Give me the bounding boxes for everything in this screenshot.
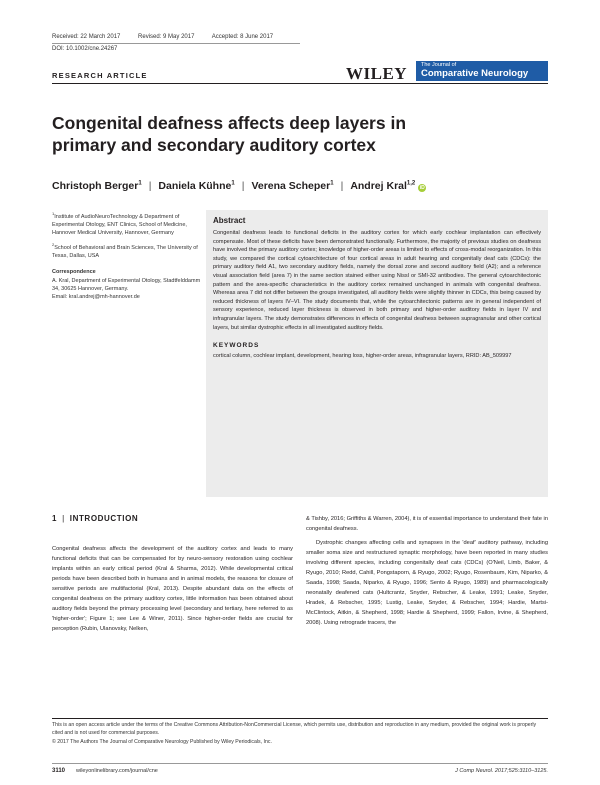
title-line1: Congenital deafness affects deep layers in: [52, 113, 407, 133]
intro-left-paragraph: Congenital deafness affects the development of the auditory cortex and leads to many functional deficits that can be compensated for by neuro-sensory restoration using cochlear implants within an early critical period (Kral & Sharma, 2012). While developmental critical periods have been described both in humans and in animal models, the reasons for closure of sensitive periods are multifactorial (Kral, 2013). Despite abundant data on the effects of congenital deafness on the primary auditory cortex, little information has been obtained about auditory fields beyond the primary processing level (secondary and tertiary, here referred to as 'higher-order'; Figure 1; see Lee & Winer, 2011). Since higher-order fields are crucial for perception (Rubin, Ulanovsky, Nelken,: [52, 546, 293, 633]
author-affiliation-sup: 1: [231, 180, 235, 187]
section-pipe: |: [62, 514, 65, 523]
author-separator: |: [241, 180, 245, 192]
section-heading-introduction: [52, 514, 138, 523]
header-divider: [52, 83, 548, 84]
revised-date: Revised: 9 May 2017: [138, 34, 195, 40]
journal-url[interactable]: wileyonlinelibrary.com/journal/cne: [76, 768, 158, 774]
affiliation-text: Institute of AudioNeuroTechnology & Department of Experimental Otology, ENT Clinics, School of Medicine, Hannover Medical University, Hannover, Germany: [52, 213, 187, 236]
keywords-heading: KEYWORDS: [213, 342, 260, 350]
license-divider: [52, 718, 548, 719]
license-notice: [52, 721, 548, 746]
author-name: Andrej Kral: [350, 180, 407, 192]
abstract-heading: Abstract: [213, 216, 246, 225]
page-number: 3110: [52, 768, 66, 774]
intro-right-paragraph-2: Dystrophic changes affecting cells and synapses in the 'deaf' auditory pathway, including smaller soma size and restructured synaptic morphology, have been reported in many studies involving different species, including congenitally deaf cats (CDCs) (O'Neil, Limb, Baker, & Ryugo, 2010; Redd, Cahill, Pongstaporn, & Ryugo, 2002; Ryugo, Rosenbaum, Kim, Niparko, & Saada, 1998; Saada, Niparko, & Ryugo, 1996; Sento & Ryugo, 1989) and pharmacologically neonatally deafened cats (Hultcrantz, Snyder, Rebscher, & Leake, 1991; Leake, Snyder, Hradek, & Rebscher, 1995; Lustig, Leake, Snyder, & Rebscher, 1994; Hardie, Martsi-McClintock, Aitkin, & Shepherd, 1998; Hardie & Shepherd, 1999; Fallon, Irvine, & Shepherd, 2008). Using retrograde tracers, the: [306, 540, 548, 627]
affiliations: [52, 210, 202, 301]
journal-logo-line2: Comparative Neurology: [421, 68, 529, 79]
correspondence-heading: Correspondence: [52, 268, 96, 275]
author-list: [52, 180, 426, 192]
license-text: This is an open access article under the terms of the Creative Commons Attribution-NonCommercial License, which permits use, distribution and reproduction in any medium, provided the original work is properly cited and is not used for commercial purposes.: [52, 722, 537, 737]
wiley-logo: WILEY: [346, 64, 408, 83]
author-name: Daniela Kühne: [158, 180, 232, 192]
section-title: INTRODUCTION: [69, 514, 139, 523]
intro-right-paragraph-1: & Tishby, 2016; Griffiths & Warren, 2004), it is of essential importance to understand their fate in congenital deafness.: [306, 516, 548, 533]
article-title: [52, 112, 472, 156]
accepted-date: Accepted: 8 June 2017: [211, 34, 274, 40]
footer-divider: [52, 763, 548, 764]
publication-dates: [52, 34, 289, 40]
journal-logo-line1: The Journal of: [421, 62, 457, 68]
section-number: 1: [52, 514, 58, 523]
affiliation-sup: 1: [52, 211, 55, 216]
keywords-text: cortical column, cochlear implant, development, hearing loss, higher-order areas, infragranular layers, RRID: AB_509997: [213, 353, 512, 360]
article-type: RESEARCH ARTICLE: [52, 71, 148, 80]
author-name: Christoph Berger: [52, 180, 139, 192]
abstract-text: Congenital deafness leads to functional deficits in the auditory cortex for which early cochlear implantation can effectively compensate. Most of these deficits have been demonstrated functionally. Furthermore, the majority of previous studies on deafness have involved the primary auditory cortex; knowledge of higher-order areas is limited to effects of cross-modal reorganization. In this study, we compared the cortical cytoarchitecture of four cortical areas in adult hearing and congenitally deaf cats (CDCs): the primary auditory field A1, two secondary auditory fields, namely the dorsal zone and second auditory field (A2); and a reference visual association field (area 7) in the same section stained either using Nissl or SMI-32 antibodies. The general cytoarchitectonic pattern and the area-specific characteristics in the auditory cortex remained unchanged in animals with congenital deafness. Whereas area 7 did not differ between the groups investigated, all auditory fields were slightly thinner in CDCs, this being caused by reduced thickness of layers IV–VI. The study documents that, while the cytoarchitectonic patterns are in general independent of sensory experience, reduced layer thickness is observed in both primary and higher-order auditory fields in layer IV and infragranular layers. The study demonstrates differences in effects of congenital deafness between supragranular and other cortical layers, but similar dystrophic effects in all investigated auditory fields.: [213, 230, 541, 331]
correspondence-address: [52, 277, 202, 301]
orcid-icon[interactable]: iD: [419, 185, 425, 191]
doi[interactable]: DOI: 10.1002/cne.24267: [52, 46, 118, 52]
correspondence-email[interactable]: Email: kral.andrej@mh-hannover.de: [52, 293, 140, 300]
author-affiliation-sup: 1: [330, 180, 334, 187]
journal-logo: [416, 61, 548, 81]
author-affiliation-sup: 1: [138, 180, 142, 187]
correspondence-text: A. Kral, Department of Experimental Otology, Stadtfelddamm 34, 30625 Hannover, Germany.: [52, 277, 201, 292]
affiliation-2: [52, 241, 202, 260]
affiliation-1: [52, 210, 202, 237]
author-separator: |: [148, 180, 152, 192]
affiliation-text: School of Behavioral and Brain Sciences, The University of Texas, Dallas, USA: [52, 244, 198, 259]
journal-citation: J Comp Neurol. 2017;525:3110–3125.: [455, 768, 548, 774]
affiliation-sup: 2: [52, 241, 55, 247]
author-name: Verena Scheper: [251, 180, 331, 192]
author-affiliation-sup: 1,2: [406, 180, 416, 187]
copyright-text: © 2017 The Authors The Journal of Comparative Neurology Published by Wiley Periodicals, Inc.: [52, 738, 272, 745]
abstract-box: [206, 210, 548, 497]
title-line2: primary and secondary auditory cortex: [52, 135, 376, 155]
dates-divider: [52, 43, 300, 44]
received-date: Received: 22 March 2017: [52, 34, 121, 40]
author-separator: |: [340, 180, 344, 192]
